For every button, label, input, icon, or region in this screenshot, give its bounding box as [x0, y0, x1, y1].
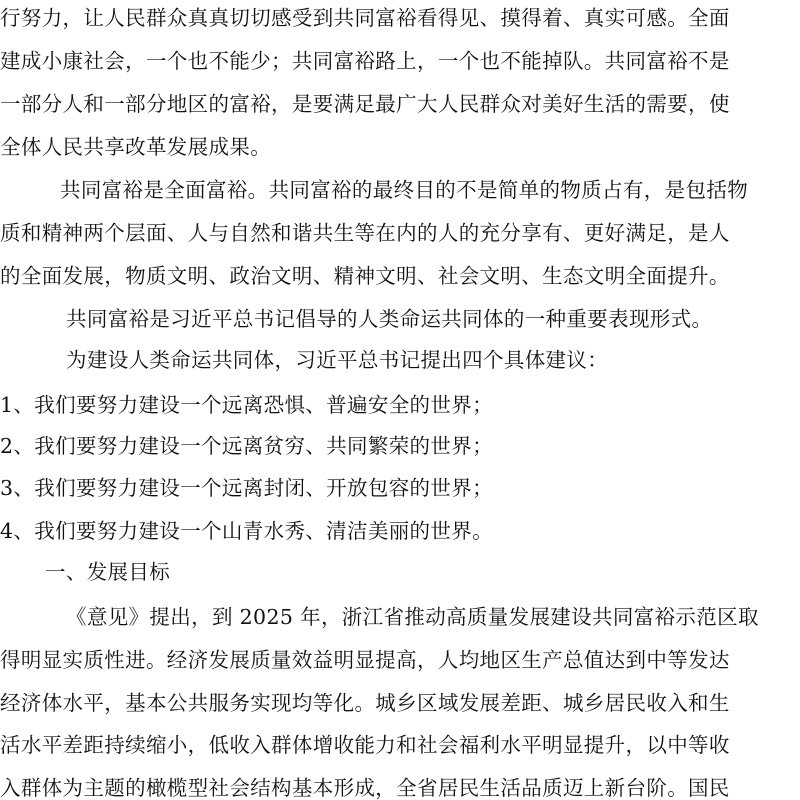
text-line: 质和精神两个层面、人与自然和谐共生等在内的人的充分享有、更好满足，是人	[0, 221, 730, 245]
text-line: 得明显实质性进。经济发展质量效益明显提高，人均地区生产总值达到中等发达	[0, 648, 730, 672]
paragraph-first-line: 共同富裕是全面富裕。共同富裕的最终目的不是简单的物质占有，是包括物	[60, 178, 749, 202]
text-line: 的全面发展，物质文明、政治文明、精神文明、社会文明、生态文明全面提升。	[0, 264, 730, 288]
text-line: 建成小康社会，一个也不能少；共同富裕路上，一个也不能掉队。共同富裕不是	[0, 49, 730, 73]
text-line: 全体人民共享改革发展成果。	[0, 135, 272, 159]
paragraph-first-line: 《意见》提出，到 2025 年，浙江省推动高质量发展建设共同富裕示范区取	[66, 605, 759, 629]
text-line: 一部分人和一部分地区的富裕，是要满足最广大人民群众对美好生活的需要，使	[0, 92, 730, 116]
paragraph-first-line: 共同富裕是习近平总书记倡导的人类命运共同体的一种重要表现形式。	[66, 307, 713, 331]
list-item: 1、我们要努力建设一个远离恐惧、普遍安全的世界；	[0, 393, 493, 417]
section-heading: 一、发展目标	[45, 560, 171, 584]
list-item: 2、我们要努力建设一个远离贫穷、共同繁荣的世界；	[0, 434, 493, 458]
list-item: 4、我们要努力建设一个山青水秀、清洁美丽的世界。	[0, 519, 493, 543]
list-item: 3、我们要努力建设一个远离封闭、开放包容的世界；	[0, 476, 493, 500]
paragraph-first-line: 为建设人类命运共同体，习近平总书记提出四个具体建议：	[66, 348, 609, 372]
text-line: 入群体为主题的橄榄型社会结构基本形成，全省居民生活品质迈上新台阶。国民	[0, 776, 730, 800]
text-line: 经济体水平，基本公共服务实现均等化。城乡区域发展差距、城乡居民收入和生	[0, 691, 730, 715]
text-line: 活水平差距持续缩小，低收入群体增收能力和社会福利水平明显提升，以中等收	[0, 733, 730, 757]
text-line: 行努力，让人民群众真真切切感受到共同富裕看得见、摸得着、真实可感。全面	[0, 6, 730, 30]
